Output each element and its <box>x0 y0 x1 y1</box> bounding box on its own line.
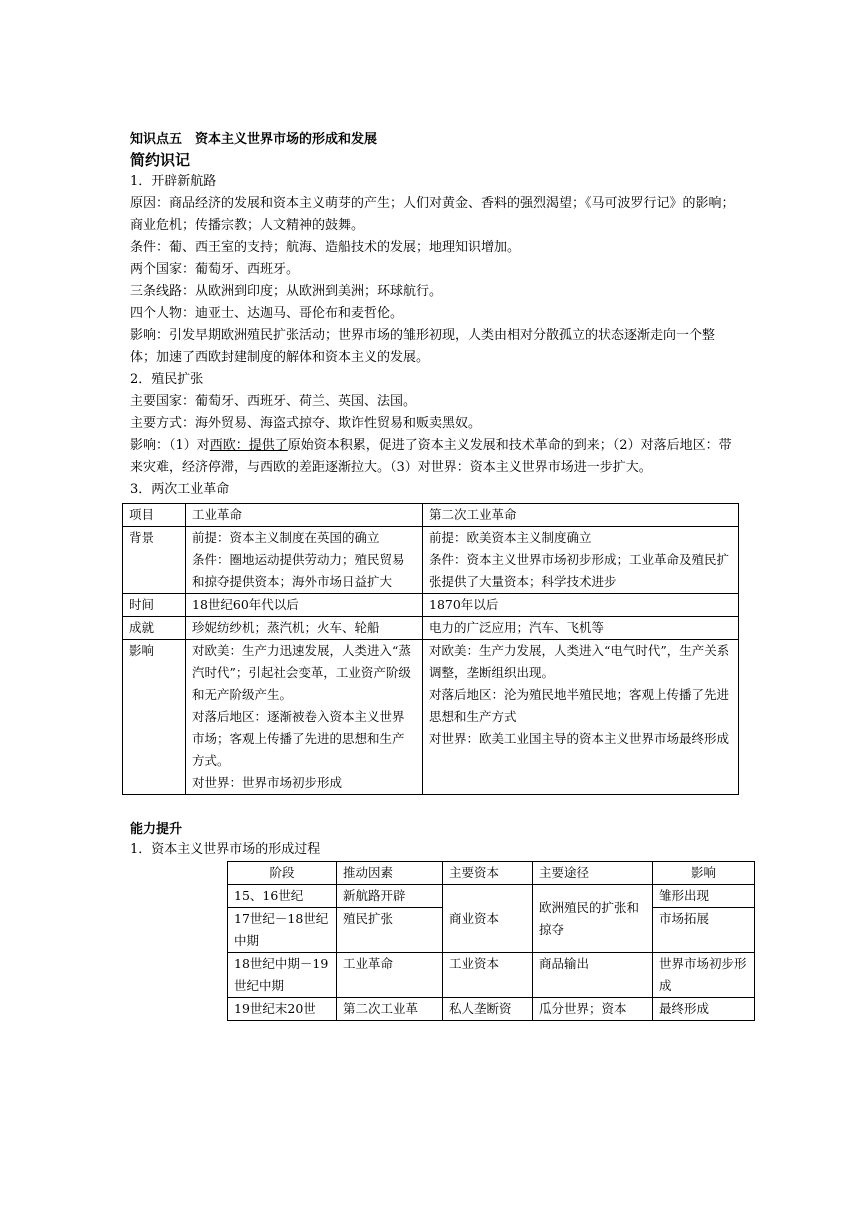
row-label: 影响 <box>123 640 186 795</box>
new-routes-conditions: 条件：葡、西王室的支持；航海、造船技术的发展；地理知识增加。 <box>130 240 521 255</box>
row-label: 成就 <box>123 617 186 640</box>
table-row <box>123 527 739 594</box>
table-cell: 电力的广泛应用；汽车、飞机等 <box>423 617 739 640</box>
table-cell: 第二次工业革 <box>337 998 443 1021</box>
new-routes-lines: 三条线路：从欧洲到印度；从欧洲到美洲；环球航行。 <box>130 284 443 299</box>
cell-line: 条件：资本主义世界市场初步形成；工业革命及殖民扩张提供了大量资本；科学技术进步 <box>429 552 730 589</box>
table-cell: 最终形成 <box>653 998 755 1021</box>
table-cell: 18世纪60年代以后 <box>186 594 423 617</box>
header-cell: 主要途径 <box>533 862 653 885</box>
table-cell: 工业革命 <box>337 953 443 998</box>
topic-title: 知识点五 资本主义世界市场的形成和发展 <box>130 132 378 147</box>
table-cell: 19世纪末20世 <box>228 998 337 1021</box>
cell-line: 对落后地区：逐渐被卷入资本主义世界市场；客观上传播了先进的思想和生产方式。 <box>192 709 405 768</box>
cell-line: 前提：资本主义制度在英国的确立 <box>192 530 380 545</box>
row-label: 时间 <box>123 594 186 617</box>
table-cell: 工业资本 <box>443 953 533 998</box>
table-header-row <box>228 862 755 885</box>
header-cell: 阶段 <box>228 862 337 885</box>
market-formation-table <box>227 861 755 1021</box>
table-cell: 雏形出现 <box>653 885 755 908</box>
cell-line: 对世界：欧美工业国主导的资本主义世界市场最终形成 <box>429 731 730 746</box>
table-cell <box>186 527 423 594</box>
table-cell: 17世纪－18世纪中期 <box>228 908 337 953</box>
new-routes-impact: 影响：引发早期欧洲殖民扩张活动；世界市场的雏形初现，人类由相对分散孤立的状态逐渐走向一个整体；加速了西欧封建制度的解体和资本主义的发展。 <box>130 328 716 365</box>
cell-line: 条件：圈地运动提供劳动力；殖民贸易和掠夺提供资本；海外市场日益扩大 <box>192 552 405 589</box>
heading-industrial-revolutions: 3．两次工业革命 <box>130 482 230 497</box>
row-label: 背景 <box>123 527 186 594</box>
heading-colonial-expansion: 2．殖民扩张 <box>130 372 204 387</box>
colonial-methods: 主要方式：海外贸易、海盗式掠夺、欺诈性贸易和贩卖黑奴。 <box>130 416 482 431</box>
table-cell: 1870年以后 <box>423 594 739 617</box>
table-row <box>228 998 755 1021</box>
new-routes-people: 四个人物：迪亚士、达迦马、哥伦布和麦哲伦。 <box>130 306 404 321</box>
table-cell: 瓜分世界；资本 <box>533 998 653 1021</box>
cell-line: 前提：欧美资本主义制度确立 <box>429 530 592 545</box>
table-row <box>228 953 755 998</box>
header-cell: 第二次工业革命 <box>423 504 739 527</box>
table-cell: 新航路开辟 <box>337 885 443 908</box>
heading-market-formation: 1．资本主义世界市场的形成过程 <box>130 842 321 857</box>
table-cell: 18世纪中期－19世纪中期 <box>228 953 337 998</box>
header-cell: 项目 <box>123 504 186 527</box>
colonial-countries: 主要国家：葡萄牙、西班牙、荷兰、英国、法国。 <box>130 394 417 409</box>
table-row <box>228 885 755 908</box>
table-cell <box>423 640 739 795</box>
colonial-impact-part2: 原始资本积累，促进了资本主义发展和技术革命的到来；（2）对落后地区：带来灾难，经济停滞，与西欧的差距逐渐拉大。（3）对世界：资本主义世界市场进一步扩大。 <box>130 438 732 475</box>
section-title-ability: 能力提升 <box>130 822 183 837</box>
table-cell: 殖民扩张 <box>337 908 443 953</box>
table-row <box>123 594 739 617</box>
table-cell: 世界市场初步形成 <box>653 953 755 998</box>
table-cell: 商品输出 <box>533 953 653 998</box>
new-routes-reason: 原因：商品经济的发展和资本主义萌芽的产生；人们对黄金、香料的强烈渴望；《马可波罗行记》的影响；商业危机；传播宗教；人文精神的鼓舞。 <box>130 196 735 233</box>
cell-line: 对世界：世界市场初步形成 <box>192 775 343 790</box>
table-row <box>123 640 739 795</box>
cell-line: 对落后地区：沦为殖民地半殖民地；客观上传播了先进思想和生产方式 <box>429 687 730 724</box>
table-header-row <box>123 504 739 527</box>
industrial-revolutions-table <box>122 503 739 795</box>
header-cell: 影响 <box>653 862 755 885</box>
cell-line: 对欧美：生产力迅速发展，人类进入“蒸汽时代”；引起社会变革，工业资产阶级和无产阶级产生。 <box>192 643 411 702</box>
table-cell-merged: 商业资本 <box>443 885 533 953</box>
new-routes-countries: 两个国家：葡萄牙、西班牙。 <box>130 262 300 277</box>
cell-line: 对欧美：生产力发展，人类进入“电气时代”，生产关系调整，垄断组织出现。 <box>429 643 730 680</box>
document-page <box>129 131 747 1016</box>
table-cell: 市场拓展 <box>653 908 755 953</box>
header-cell: 推动因素 <box>337 862 443 885</box>
table-cell: 私人垄断资 <box>443 998 533 1021</box>
colonial-impact <box>130 435 740 479</box>
table-cell <box>186 640 423 795</box>
header-cell: 工业革命 <box>186 504 423 527</box>
table-cell: 15、16世纪 <box>228 885 337 908</box>
table-cell: 珍妮纺纱机；蒸汽机；火车、轮船 <box>186 617 423 640</box>
colonial-impact-part1: 影响：（1）对 <box>130 438 210 453</box>
table-row <box>123 617 739 640</box>
section-title-memorize: 简约识记 <box>130 151 191 169</box>
heading-new-routes: 1．开辟新航路 <box>130 174 217 189</box>
colonial-impact-underlined: 西欧：提供了 <box>209 438 288 453</box>
table-cell-merged: 欧洲殖民的扩张和掠夺 <box>533 885 653 953</box>
header-cell: 主要资本 <box>443 862 533 885</box>
table-cell <box>423 527 739 594</box>
